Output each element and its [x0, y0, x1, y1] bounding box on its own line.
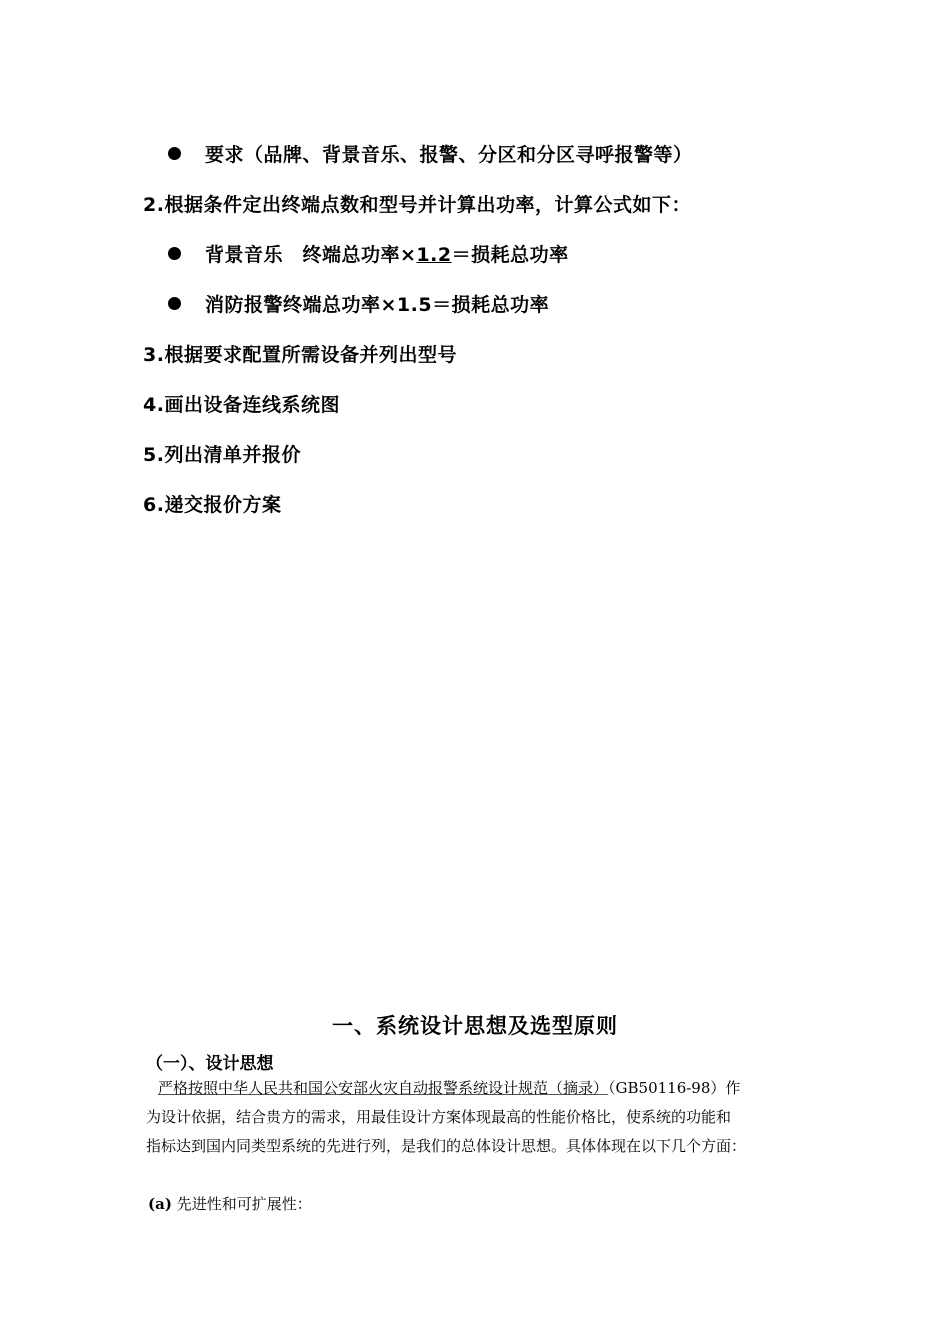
bullet-icon	[168, 297, 181, 310]
bullet-icon	[168, 247, 181, 260]
list-item-requirements: 要求（品牌、背景音乐、报警、分区和分区寻呼报警等）	[168, 140, 693, 167]
paragraph-line: 严格按照中华人民共和国公安部火灾自动报警系统设计规范（摘录）（GB50116-98）作	[158, 1079, 741, 1097]
paragraph-line: 为设计依据，结合贵方的需求，用最佳设计方案体现最高的性能价格比，使系统的功能和	[146, 1108, 732, 1126]
list-item-2: 2.根据条件定出终端点数和型号并计算出功率，计算公式如下：	[143, 194, 691, 216]
power-factor: 1.2	[416, 244, 452, 266]
bullet-icon	[168, 147, 181, 160]
list-item-background-music: 背景音乐 终端总功率×1.2＝损耗总功率	[168, 240, 569, 267]
section-title: 一、系统设计思想及选型原则	[332, 1014, 618, 1038]
section-subheading: （一）、设计思想	[146, 1054, 274, 1074]
list-item-3: 3.根据要求配置所需设备并列出型号	[143, 344, 457, 366]
list-item-5: 5.列出清单并报价	[143, 444, 301, 466]
list-item-4: 4.画出设备连线系统图	[143, 394, 340, 416]
subitem-a: (a) 先进性和可扩展性：	[148, 1195, 312, 1213]
design-paragraph	[146, 1074, 826, 1161]
paragraph-line: 指标达到国内同类型系统的先进行列，是我们的总体设计思想。具体体现在以下几个方面：	[146, 1137, 747, 1155]
list-item-6: 6.递交报价方案	[143, 494, 282, 516]
list-item-fire-alarm: 消防报警终端总功率×1.5＝损耗总功率	[168, 290, 549, 317]
